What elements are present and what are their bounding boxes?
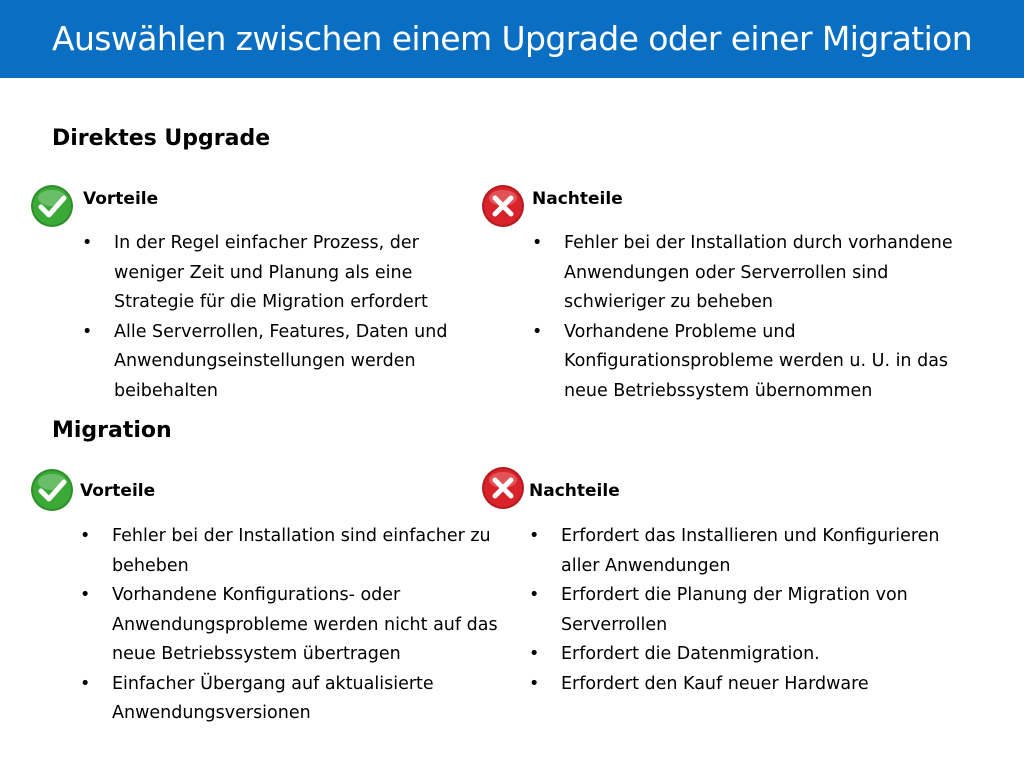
upgrade-cons-list	[532, 229, 972, 406]
bullet-item: • Erfordert die Datenmigration.	[529, 640, 949, 670]
bullet-item: • In der Regel einfacher Prozess, der weniger Zeit und Planung als eine Strategie für die Migration erfordert	[82, 229, 474, 318]
upgrade-pros-list	[82, 229, 474, 406]
bullet-item: • Erfordert die Planung der Migration von Serverrollen	[529, 581, 949, 640]
check-icon	[30, 184, 74, 228]
migration-cons-list	[529, 522, 949, 699]
x-icon	[481, 184, 525, 228]
upgrade-cons-heading: Nachteile	[532, 189, 623, 209]
bullet-item: • Vorhandene Probleme und Konfigurationsprobleme werden u. U. in das neue Betriebssystem übernommen	[532, 318, 972, 407]
section-heading-upgrade: Direktes Upgrade	[52, 126, 271, 151]
bullet-item: • Fehler bei der Installation durch vorhandene Anwendungen oder Serverrollen sind schwieriger zu beheben	[532, 229, 972, 318]
bullet-item: • Fehler bei der Installation sind einfacher zu beheben	[80, 522, 500, 581]
migration-pros-heading: Vorteile	[80, 481, 156, 501]
upgrade-pros-heading: Vorteile	[83, 189, 159, 209]
bullet-item: • Erfordert das Installieren und Konfigurieren aller Anwendungen	[529, 522, 949, 581]
migration-cons-heading: Nachteile	[529, 481, 620, 501]
bullet-item: • Erfordert den Kauf neuer Hardware	[529, 670, 949, 700]
bullet-item: • Vorhandene Konfigurations- oder Anwendungsprobleme werden nicht auf das neue Betriebssystem übertragen	[80, 581, 500, 670]
bullet-item: • Einfacher Übergang auf aktualisierte Anwendungsversionen	[80, 670, 500, 729]
check-icon	[30, 468, 74, 512]
slide-title: Auswählen zwischen einem Upgrade oder einer Migration	[52, 19, 973, 58]
title-bar	[0, 0, 1024, 78]
migration-pros-list	[80, 522, 500, 729]
section-heading-migration: Migration	[52, 418, 172, 443]
x-icon	[481, 466, 525, 510]
bullet-item: • Alle Serverrollen, Features, Daten und Anwendungseinstellungen werden beibehalten	[82, 318, 474, 407]
